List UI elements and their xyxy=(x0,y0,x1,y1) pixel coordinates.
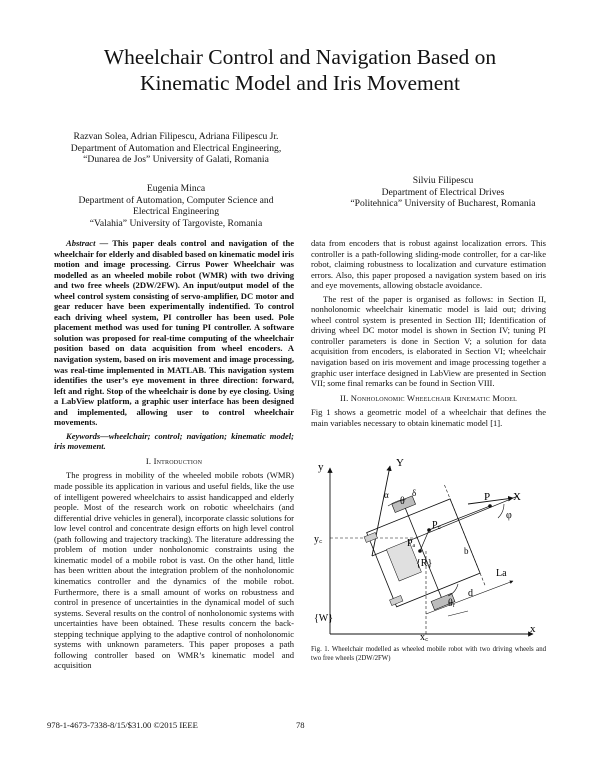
label-phi: φ xyxy=(506,510,512,521)
left-column xyxy=(54,238,294,674)
label-world-frame: {W} xyxy=(314,613,334,624)
intro-paragraph: The progress in mobility of the wheeled mobile robots (WMR) made possible its application in various and useful fields, like the use of intelligent powered wheelchairs to assist handicapped and elderly people. Most of the research work on robotic wheelchairs (and differential drive vehicles in general), incorporate classic solutions for low level control and concentrate design efforts on high level control (path following and trajectory tracking). The literature addressing the problem of motion under nonholonomic constraints using the kinematic model of a mobile robot is vast. On the other hand, little has been written about the integration problem of the nonholonomic kinematics controller and the dynamics of the mobile robot. Furthermore, there is a small amount of works on robustness and control in presence of uncertainties in the dynamical model of such systems. Several results on the control of nonholonomic systems with uncertainties have been obtained. These results concern the back-stepping technique applying to the adaptive control of nonholonomic systems with unknown parameters. This paper proposes a path following controller based on WMR’s kinematic model and acquisition xyxy=(54,470,294,671)
label-theta: θ xyxy=(400,496,405,507)
label-La: La xyxy=(496,568,507,579)
label-yc: y꜀ xyxy=(314,534,323,545)
label-robot-y: Y xyxy=(396,457,404,469)
label-d: d xyxy=(468,588,473,599)
title-line-2: Kinematic Model and Iris Movement xyxy=(139,71,461,95)
title-line-1: Wheelchair Control and Navigation Based on xyxy=(103,45,497,69)
label-alpha: α xyxy=(384,490,389,500)
figure-caption: Fig. 1. Wheelchair modelled as wheeled mobile robot with two driving wheels and two free wheels (2DW/2FW) xyxy=(311,646,546,662)
author-block-2 xyxy=(40,183,312,229)
label-robot-x: X xyxy=(513,491,521,503)
label-point-Pc: P꜀ xyxy=(432,520,442,531)
footer-isbn: 978-1-4673-7338-8/15/$31.00 ©2015 IEEE xyxy=(47,720,198,730)
author-univ: “Dunarea de Jos” University of Galati, Romania xyxy=(83,154,269,166)
label-delta: δ xyxy=(412,488,417,498)
author-univ: “Valahia” University of Targoviste, Romania xyxy=(89,217,263,229)
right-column xyxy=(311,238,546,431)
figure-wheelchair-model xyxy=(308,456,548,641)
robot-y-axis xyxy=(372,466,390,556)
author-names: Silviu Filipescu xyxy=(412,175,474,186)
label-world-x: x xyxy=(530,623,536,635)
label-b: b xyxy=(464,546,469,556)
label-world-y: y xyxy=(318,461,324,473)
author-dept: Department of Electrical Drives xyxy=(381,186,505,198)
author-block-3 xyxy=(318,175,568,210)
label-xc: x꜀ xyxy=(420,632,429,641)
page-number: 78 xyxy=(296,720,305,730)
paragraph-continued: data from encoders that is robust against localization errors. This controller is a path-following sliding-mode controller, for a car-like robot, claiming robustness to localization and curvature estimation errors. Also, this paper proposed a navigation system based on iris and eye movements, allowing obstacle avoidance. xyxy=(311,238,546,291)
section-heading-introduction: I. Introduction xyxy=(145,455,203,466)
abstract-text: This paper deals control and navigation of the wheelchair for elderly and disabled based on kinematic model iris motion and image processing. Cirrus Power Wheelchair was modelled as an wheeled mobile robot (WMR) with two driving and two free wheels (2DW/2FW). An input/output model of the wheel control system consisting of servo-amplifier, DC motor and gear reducer have been experimentally indentified. To control each driving wheel system, PI controller has been used. Pole placement method was used for tuning PI controller. A software solution was proposed for real-time computing of the wheelchair position based on data acquisition from wheel encoders. A navigation system, based on iris movement and image processing, was real-time implemented in MATLAB. This navigation system identifies the user’s eye movement in three direction: forward, left and right. Stop of the wheelchair is done by eye closing. Using a LabView platform, a graphic user interface has been designed and implemented, allowing user to control wheelchair movements. xyxy=(54,238,294,428)
author-univ: “Politehnica” University of Bucharest, Romania xyxy=(350,198,536,210)
author-dept: Department of Automation and Electrical Engineering, xyxy=(70,142,282,154)
label-point-Pa: Pₐ xyxy=(407,538,416,549)
author-names: Razvan Solea, Adrian Filipescu, Adriana Filipescu Jr. xyxy=(73,131,279,142)
paragraph-organisation: The rest of the paper is organised as follows: in Section II, nonholonomic wheelchair kinematic model is laid out; driving wheel control system is presented in Section III; Identification of driving wheel DC motor model is shown in Section IV; tuning PI controller parameters is done in Section V; a solution for data acquisition from encoders, is elaborated in Section VI; wheelchair navigation based on iris movement and image processing together a graphic user interface designed in LabView are presented in Section VII; some final remarks can be found in Section VIII. xyxy=(311,293,546,389)
paragraph-fig-intro: Fig 1 shows a geometric model of a wheelchair that defines the main variables necessary to obtain kinematic model [1]. xyxy=(311,407,546,428)
paper-title xyxy=(40,44,560,96)
section-heading-kinematic-model: II. Nonholonomic Wheelchair Kinematic Model xyxy=(339,392,518,403)
author-dept: Department of Automation, Computer Science and xyxy=(78,194,274,206)
abstract xyxy=(54,238,294,428)
author-block-1 xyxy=(40,131,312,166)
label-point-P: P xyxy=(484,491,491,503)
author-dept: Electrical Engineering xyxy=(132,206,220,218)
label-theta-r: θᵣ xyxy=(448,598,456,609)
keywords: Keywords—wheelchair; control; navigation; kinematic model; iris movement. xyxy=(54,430,294,452)
author-names: Eugenia Minca xyxy=(146,183,206,194)
abstract-label: Abstract — xyxy=(66,238,109,248)
label-robot-frame: {R} xyxy=(416,558,433,569)
